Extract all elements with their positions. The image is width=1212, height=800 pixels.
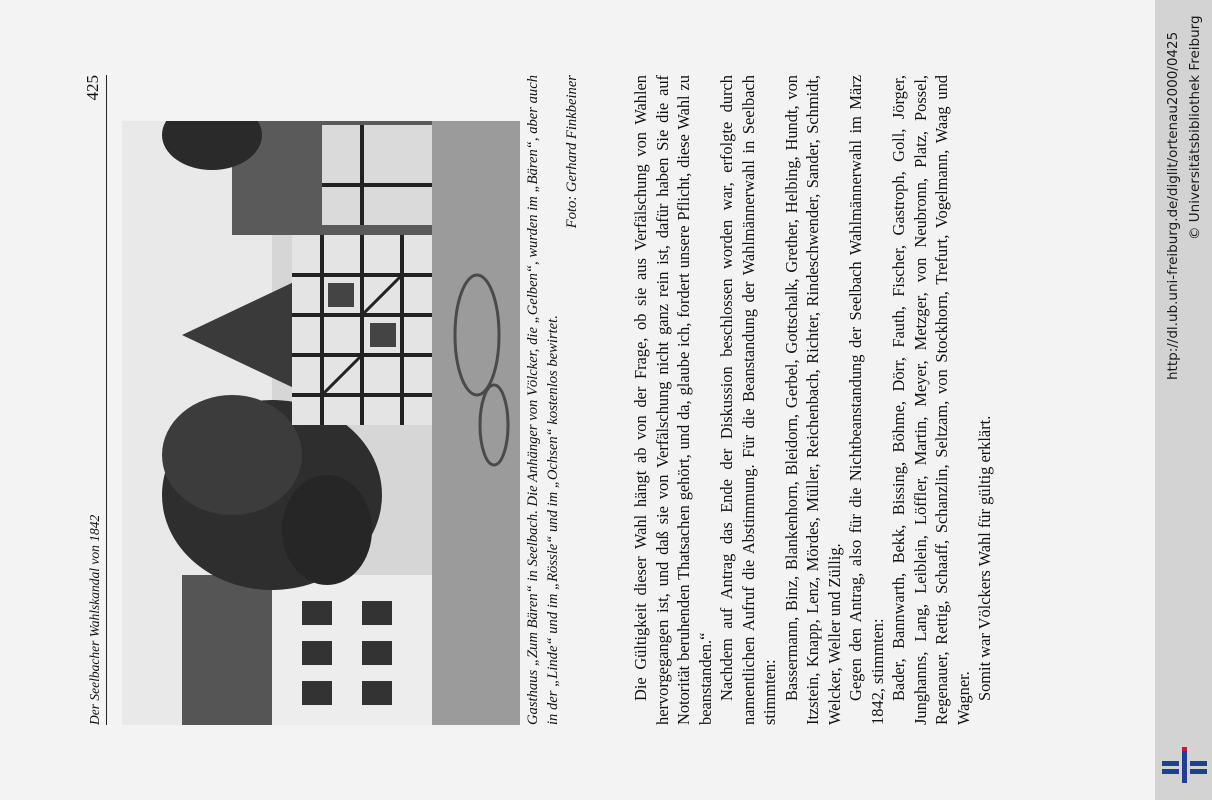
- library-sidebar: [1155, 0, 1212, 800]
- paragraph-3: Bassermann, Binz, Blankenhorn, Bleidorn, Gerbel, Gottschalk, Grether, Helbing, Hundt, von Itzstein, Knapp, Lenz, Mördes, Müller, Reichenbach, Richter, Rindeschwender, Sander, Schmidt, Welcker, Weller und Züllig.: [781, 75, 844, 725]
- photograph-gasthaus: [122, 121, 520, 725]
- paragraph-2: Nachdem auf Antrag das Ende der Diskussion beschlossen worden war, erfolgte durch namentlichen Aufruf die Abstimmung. Für die Beanstandung der Wahlmännerwahl in Seelbach stimmten:: [717, 75, 779, 725]
- body-text: [630, 75, 996, 725]
- caption-text: Gasthaus „Zum Bären“ in Seelbach. Die Anhänger von Völcker, die „Gelben“, wurden im „Bären“, aber auch in der „Linde“ und im „Rössle“ und im „Ochsen“ kostenlos bewirtet.: [525, 75, 561, 725]
- paragraph-4: Gegen den Antrag, also für die Nichtbeanstandung der Seelbach Wahlmännerwahl im März 1842, stimmten:: [846, 75, 887, 725]
- paragraph-6: Somit war Völckers Wahl für gültig erklärt.: [975, 415, 994, 701]
- paragraph-5: Bader, Bannwarth, Bekk, Bissing, Böhme, Dörr, Fauth, Fischer, Gastroph, Goll, Jörger, Junghanns, Lang, Leiblein, Löffler, Martin, Meyer, Metzger, von Neubronn, Platz, Possel, Regenauer, Rettig, Schaaff, Schanzlin, Seltzam, von Stockhorn, Trefurt, Vogelmann, Waag und Wagner.: [889, 75, 973, 725]
- photo-illustration: [122, 121, 520, 725]
- photo-credit: Foto: Gerhard Finkbeiner: [564, 75, 580, 229]
- sidebar-text: [1155, 0, 1212, 800]
- running-head: [82, 75, 107, 725]
- paragraph-1: Die Gültigkeit dieser Wahl hängt ab von der Frage, ob sie aus Verfälschung von Wahlen hervorgegangen ist, und daß sie von Verfälschung nicht ganz rein ist, dafür haben Sie die auf Notorität beruhenden Thatsachen gehört, und da, glaube ich, fordert unsere Pflicht, diese Wahl zu beanstanden.“: [631, 75, 715, 725]
- photo-caption: [524, 75, 583, 725]
- page-number: 425: [83, 75, 102, 101]
- copyright-notice: © Universitätsbibliothek Freiburg: [1187, 15, 1203, 240]
- source-url-link[interactable]: http://dl.ub.uni-freiburg.de/diglit/ortenau2000/0425: [1165, 31, 1181, 380]
- running-head-title: Der Seelbacher Wahlskandal von 1842: [87, 514, 102, 725]
- library-logo-icon: [1162, 747, 1208, 787]
